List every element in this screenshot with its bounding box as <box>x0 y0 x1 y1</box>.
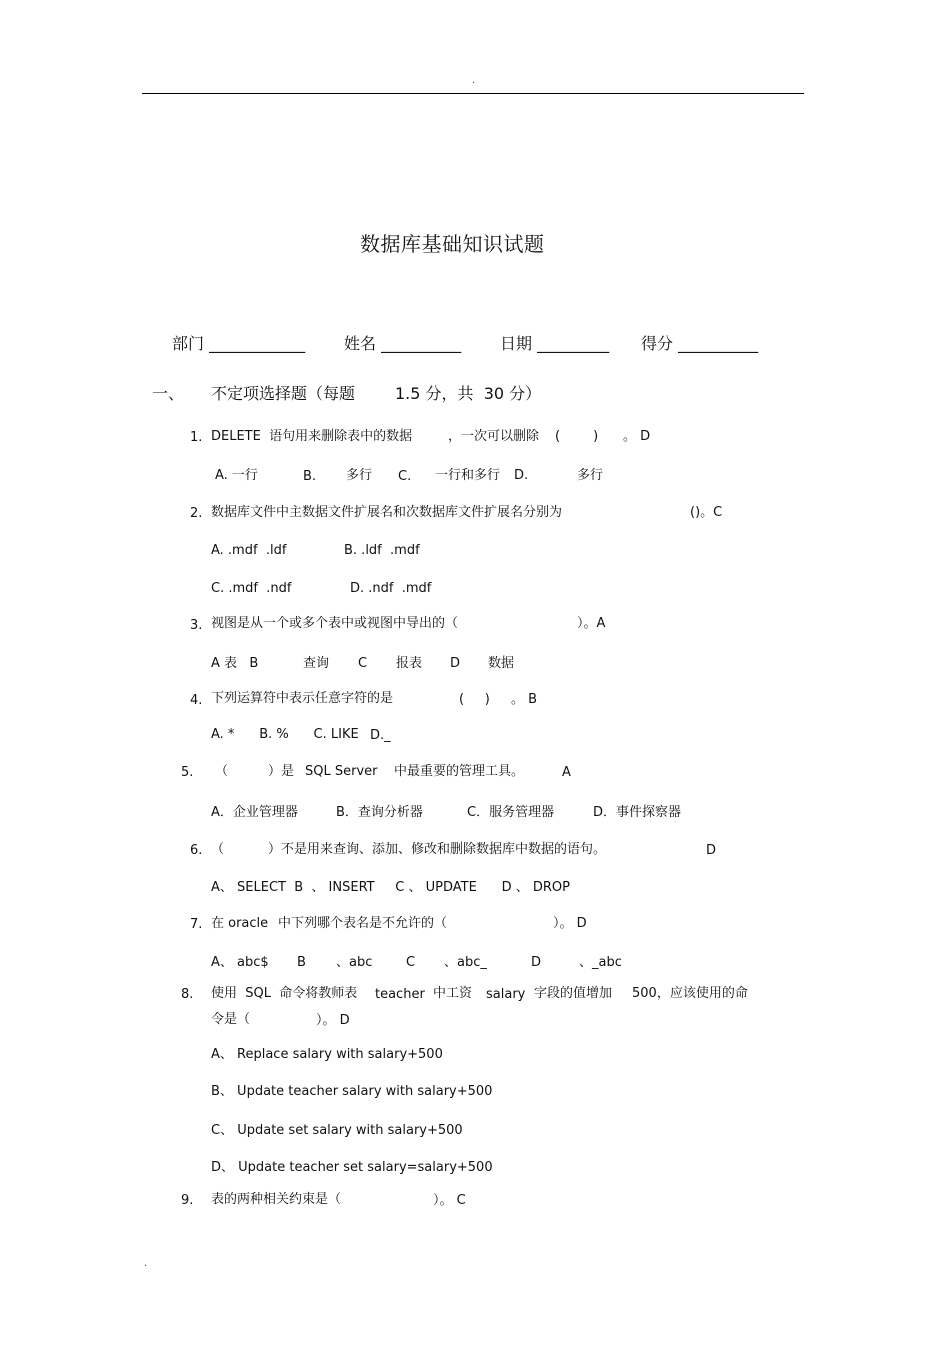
question-text: D._ <box>370 728 391 743</box>
question-text: A. * B. % C. LIKE <box>211 727 359 742</box>
question-text: A. .mdf .ldf <box>211 543 287 558</box>
question-text: ）。A <box>577 616 606 631</box>
header-dot: . <box>472 75 476 86</box>
question-text: ，一次可以删除 <box>448 429 540 444</box>
question-text: 、abc_ <box>444 955 487 970</box>
question-text: C <box>406 955 416 970</box>
question-text: D. .ndf .mdf <box>350 581 432 596</box>
question-text: 一行和多行 <box>435 468 501 483</box>
question-text: 。 B <box>511 692 538 707</box>
question-text: 表的两种相关约束是（ <box>211 1192 342 1207</box>
question-text: 。 D <box>623 429 651 444</box>
question-text: 5. <box>181 765 194 780</box>
question-text: 令是（ <box>211 1012 251 1027</box>
question-text: B．查询分析器 <box>336 805 423 820</box>
question-text: B. <box>303 469 317 484</box>
question-text: 报表 <box>396 656 423 671</box>
field-date: 日期 _________ <box>500 334 610 353</box>
question-text: 多行 <box>346 468 373 483</box>
question-text: 在 oracle <box>211 916 269 931</box>
question-text: 3. <box>190 618 203 633</box>
question-text: C、 Update set salary with salary+500 <box>211 1123 463 1138</box>
question-text: 数据库文件中主数据文件扩展名和次数据库文件扩展名分别为 <box>211 505 563 520</box>
question-text: 中最重要的管理工具。 <box>394 764 525 779</box>
question-text: DELETE 语句用来删除表中的数据 <box>211 429 413 444</box>
question-text: D．事件探察器 <box>593 805 682 820</box>
question-text: teacher <box>375 987 425 1002</box>
question-text: 2. <box>190 506 203 521</box>
question-text: D <box>706 843 717 858</box>
question-text: ）。 C <box>433 1193 466 1208</box>
question-text: 中下列哪个表名是不允许的（ <box>278 916 448 931</box>
question-text: C．服务管理器 <box>467 805 555 820</box>
footer-dot: . <box>144 1258 148 1269</box>
question-text: 下列运算符中表示任意字符的是 <box>211 691 394 706</box>
question-text: A. 一行 <box>215 468 258 483</box>
question-text: 查询 <box>303 656 330 671</box>
question-text: A、 Replace salary with salary+500 <box>211 1047 443 1062</box>
section-title: 不定项选择题（每题 <box>211 384 356 403</box>
question-text: A、 abc$ <box>211 955 269 970</box>
question-text: ）。 D <box>553 916 587 931</box>
question-text: A 表 B <box>211 656 259 671</box>
question-text: ）不是用来查询、添加、修改和删除数据库中数据的语句。 <box>268 842 607 857</box>
question-text: B. .ldf .mdf <box>344 543 420 558</box>
question-text: 6. <box>190 843 203 858</box>
question-text: SQL Server <box>305 764 378 779</box>
question-text: 7. <box>190 917 203 932</box>
question-text: ）是 <box>268 764 295 779</box>
question-text: ）。 D <box>316 1013 350 1028</box>
question-text: ( ) <box>555 429 599 444</box>
section-points: 1.5 分，共 30 分） <box>395 384 542 403</box>
question-text: ()。C <box>690 505 723 520</box>
field-department: 部门 ____________ <box>172 334 306 353</box>
question-text: B、 Update teacher salary with salary+500 <box>211 1084 493 1099</box>
question-text: 、abc <box>336 955 373 970</box>
question-text: （ <box>215 764 229 779</box>
question-text: 9. <box>181 1193 194 1208</box>
question-text: C <box>358 656 368 671</box>
question-text: 8. <box>181 987 194 1002</box>
question-text: salary <box>486 987 526 1002</box>
question-text: D <box>450 656 461 671</box>
question-text: 500，应该使用的命 <box>632 986 748 1001</box>
section-number: 一、 <box>152 384 185 403</box>
question-text: D. <box>514 468 529 483</box>
question-text: C. <box>398 469 412 484</box>
field-name: 姓名 __________ <box>344 334 462 353</box>
header-rule <box>142 93 804 94</box>
question-text: ( ) <box>459 692 490 707</box>
question-text: B <box>297 955 306 970</box>
question-text: 数据 <box>488 656 515 671</box>
question-text: （ <box>211 842 225 857</box>
question-text: A．企业管理器 <box>211 805 298 820</box>
field-score: 得分 __________ <box>641 334 759 353</box>
question-text: C. .mdf .ndf <box>211 581 292 596</box>
question-text: 使用 SQL 命令将教师表 <box>211 986 358 1001</box>
question-text: A、 SELECT B 、 INSERT C 、 UPDATE D 、 DROP <box>211 880 570 895</box>
question-text: 字段的值增加 <box>534 986 613 1001</box>
document-title: 数据库基础知识试题 <box>360 232 545 256</box>
question-text: D、 Update teacher set salary=salary+500 <box>211 1160 493 1175</box>
question-text: 多行 <box>577 468 604 483</box>
question-text: 1. <box>190 430 203 445</box>
question-text: A <box>562 765 571 780</box>
question-text: D <box>531 955 542 970</box>
question-text: 4. <box>190 693 203 708</box>
question-text: 、_abc <box>579 955 622 970</box>
question-text: 视图是从一个或多个表中或视图中导出的（ <box>211 616 459 631</box>
question-text: 中工资 <box>433 986 473 1001</box>
